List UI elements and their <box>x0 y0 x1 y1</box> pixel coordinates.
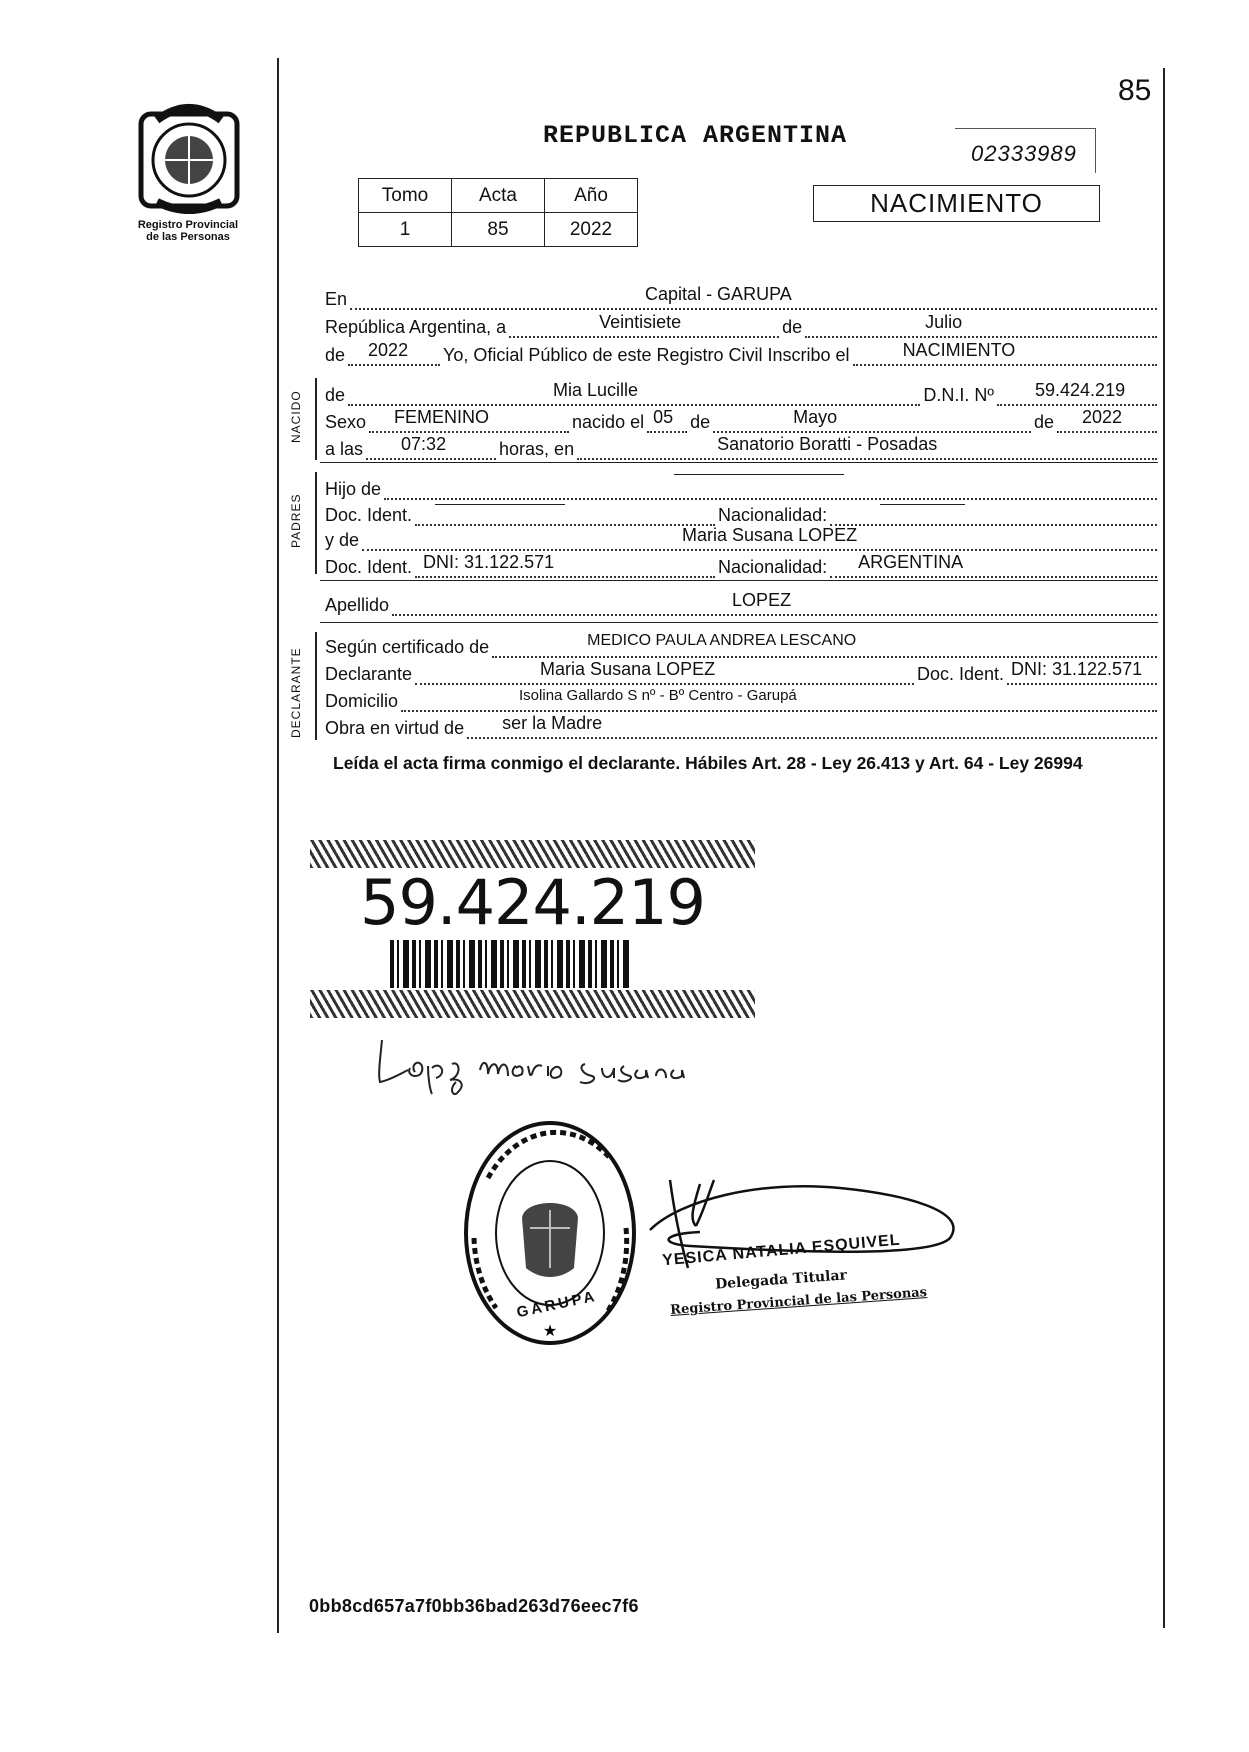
registry-line2: de las Personas <box>146 231 230 243</box>
field-tipo <box>853 340 1157 366</box>
field-dni <box>997 380 1157 406</box>
field-declarante <box>415 659 914 685</box>
book-table <box>358 178 638 247</box>
value-lugar-nac: Sanatorio Boratti - Posadas <box>717 434 938 454</box>
value-madre-doc: DNI: 31.122.571 <box>423 552 555 572</box>
book-header-acta: Acta <box>452 179 545 213</box>
row-declarante <box>325 659 1160 685</box>
stamp-place: GARUPA <box>515 1287 599 1322</box>
value-domicilio: Isolina Gallardo S nº - Bº Centro - Garupá <box>519 687 797 704</box>
nacido-bar <box>315 378 317 460</box>
field-madre-nac <box>830 552 1157 578</box>
field-madre <box>362 525 1157 551</box>
value-nombre: Mia Lucille <box>553 380 639 400</box>
field-dia <box>509 312 779 338</box>
field-padre-doc <box>415 506 715 526</box>
field-nombre <box>348 380 920 406</box>
value-anio: 2022 <box>368 340 409 360</box>
field-mes <box>805 312 1157 338</box>
label-horas-en: horas, en <box>499 439 575 459</box>
security-strip-bottom <box>310 990 755 1018</box>
label-de-nac-anio: de <box>1033 412 1054 432</box>
label-obra: Obra en virtud de <box>325 718 465 738</box>
field-lugar-nac <box>577 434 1157 460</box>
field-domicilio <box>401 687 1157 712</box>
padres-separator <box>320 580 1158 581</box>
row-padre-doc <box>325 500 1160 526</box>
label-a-las: a las <box>325 439 364 459</box>
value-tipo: NACIMIENTO <box>902 340 1016 360</box>
row-en <box>325 284 1160 310</box>
apellido-separator <box>320 622 1158 623</box>
label-madre-nac: Nacionalidad: <box>718 557 828 577</box>
value-madre-nac: ARGENTINA <box>858 552 964 572</box>
label-republica: República Argentina, a <box>325 317 507 337</box>
serial-number: 02333989 <box>971 141 1077 166</box>
value-certificado: MEDICO PAULA ANDREA LESCANO <box>587 632 857 649</box>
label-declarante: Declarante <box>325 664 413 684</box>
field-apellido <box>392 590 1157 616</box>
value-nac-dia: 05 <box>653 407 674 427</box>
padre-nac-dash <box>880 504 965 505</box>
value-lugar: Capital - GARUPA <box>645 284 792 304</box>
closing-note: Leída el acta firma conmigo el declarante. Hábiles Art. 28 - Ley 26.413 y Art. 64 - Ley 26994 <box>333 753 1083 773</box>
field-padre <box>384 480 1157 500</box>
row-inscribo <box>325 340 1160 366</box>
label-de-anio: de <box>325 345 346 365</box>
left-margin-line <box>277 58 279 1633</box>
field-nac-anio <box>1057 407 1157 433</box>
label-domicilio: Domicilio <box>325 691 399 711</box>
barcode <box>390 940 630 988</box>
field-hora <box>366 434 496 460</box>
value-apellido: LOPEZ <box>732 590 792 610</box>
label-hijo-de: Hijo de <box>325 479 382 499</box>
row-domicilio <box>325 686 1160 712</box>
field-padre-nac <box>830 506 1157 526</box>
label-de-mes: de <box>782 317 803 337</box>
officer-office: Registro Provincial de las Personas <box>669 1285 928 1318</box>
security-strip-top <box>310 840 755 868</box>
label-nacido-el: nacido el <box>572 412 645 432</box>
side-label-padres: PADRES <box>289 493 303 548</box>
label-declarante-doc: Doc. Ident. <box>916 664 1004 684</box>
value-nac-mes: Mayo <box>793 407 838 427</box>
declarante-bar <box>315 632 317 740</box>
label-madre-doc: Doc. Ident. <box>325 557 413 577</box>
field-anio <box>348 340 440 366</box>
document-title: REPUBLICA ARGENTINA <box>543 121 848 150</box>
row-sexo <box>325 407 1160 433</box>
value-sexo: FEMENINO <box>394 407 490 427</box>
book-value-anio: 2022 <box>545 213 638 247</box>
padres-bar <box>315 472 317 574</box>
row-nombre <box>325 380 1160 406</box>
book-header-tomo: Tomo <box>359 179 452 213</box>
svg-text:★: ★ <box>542 1323 558 1340</box>
book-value-tomo: 1 <box>359 213 452 247</box>
label-yo: Yo, Oficial Público de este Registro Civil Inscribo el <box>443 345 850 365</box>
label-padre-doc: Doc. Ident. <box>325 505 413 525</box>
row-obra <box>325 713 1160 739</box>
label-de-nombre: de <box>325 385 346 405</box>
value-nac-anio: 2022 <box>1082 407 1123 427</box>
page-number: 85 <box>1118 74 1152 107</box>
field-certificado <box>492 632 1157 658</box>
label-padre-nac: Nacionalidad: <box>718 505 828 525</box>
official-stamp <box>460 1118 640 1348</box>
value-declarante-doc: DNI: 31.122.571 <box>1011 659 1143 679</box>
officer-name: YESICA NATALIA ESQUIVEL <box>661 1231 902 1270</box>
padre-doc-dash <box>435 504 565 505</box>
record-type-box: NACIMIENTO <box>813 185 1100 222</box>
row-y-de <box>325 525 1160 551</box>
field-madre-doc <box>415 552 715 578</box>
field-sexo <box>369 407 569 433</box>
field-declarante-doc <box>1007 659 1157 685</box>
right-margin-line <box>1163 68 1165 1628</box>
side-label-nacido: NACIDO <box>289 390 303 443</box>
value-mes: Julio <box>925 312 963 332</box>
field-nac-dia <box>647 407 687 433</box>
label-segun: Según certificado de <box>325 637 490 657</box>
barcode-number: 59.424.219 <box>360 866 705 939</box>
registry-line1: Registro Provincial <box>137 219 239 231</box>
officer-role: Delegada Titular <box>714 1267 848 1293</box>
row-hijo-de <box>325 474 1160 500</box>
label-dni: D.N.I. Nº <box>923 385 994 405</box>
row-apellido <box>325 590 1160 616</box>
value-madre: Maria Susana LOPEZ <box>682 525 858 545</box>
field-nac-mes <box>713 407 1031 433</box>
registry-name <box>118 219 258 243</box>
document-hash: 0bb8cd657a7f0bb36bad263d76eec7f6 <box>309 1596 639 1616</box>
serial-box <box>955 128 1096 173</box>
label-sexo: Sexo <box>325 412 367 432</box>
label-de-nac-mes: de <box>690 412 711 432</box>
value-declarante: Maria Susana LOPEZ <box>540 659 716 679</box>
row-segun <box>325 632 1160 658</box>
row-madre-doc <box>325 552 1160 578</box>
label-y-de: y de <box>325 530 360 550</box>
declarant-signature <box>370 1030 750 1105</box>
nacido-separator <box>320 462 1158 463</box>
book-header-anio: Año <box>545 179 638 213</box>
padre-dash <box>674 474 844 475</box>
label-en: En <box>325 289 348 309</box>
row-fecha <box>325 312 1160 338</box>
row-hora <box>325 434 1160 460</box>
book-value-acta: 85 <box>452 213 545 247</box>
value-hora: 07:32 <box>401 434 447 454</box>
value-dni: 59.424.219 <box>1035 380 1126 400</box>
field-lugar <box>350 284 1157 310</box>
side-label-declarante: DECLARANTE <box>289 647 303 738</box>
field-obra <box>467 713 1157 739</box>
province-seal <box>135 100 243 218</box>
value-dia: Veintisiete <box>599 312 682 332</box>
value-obra: ser la Madre <box>502 713 603 733</box>
label-apellido: Apellido <box>325 595 390 615</box>
